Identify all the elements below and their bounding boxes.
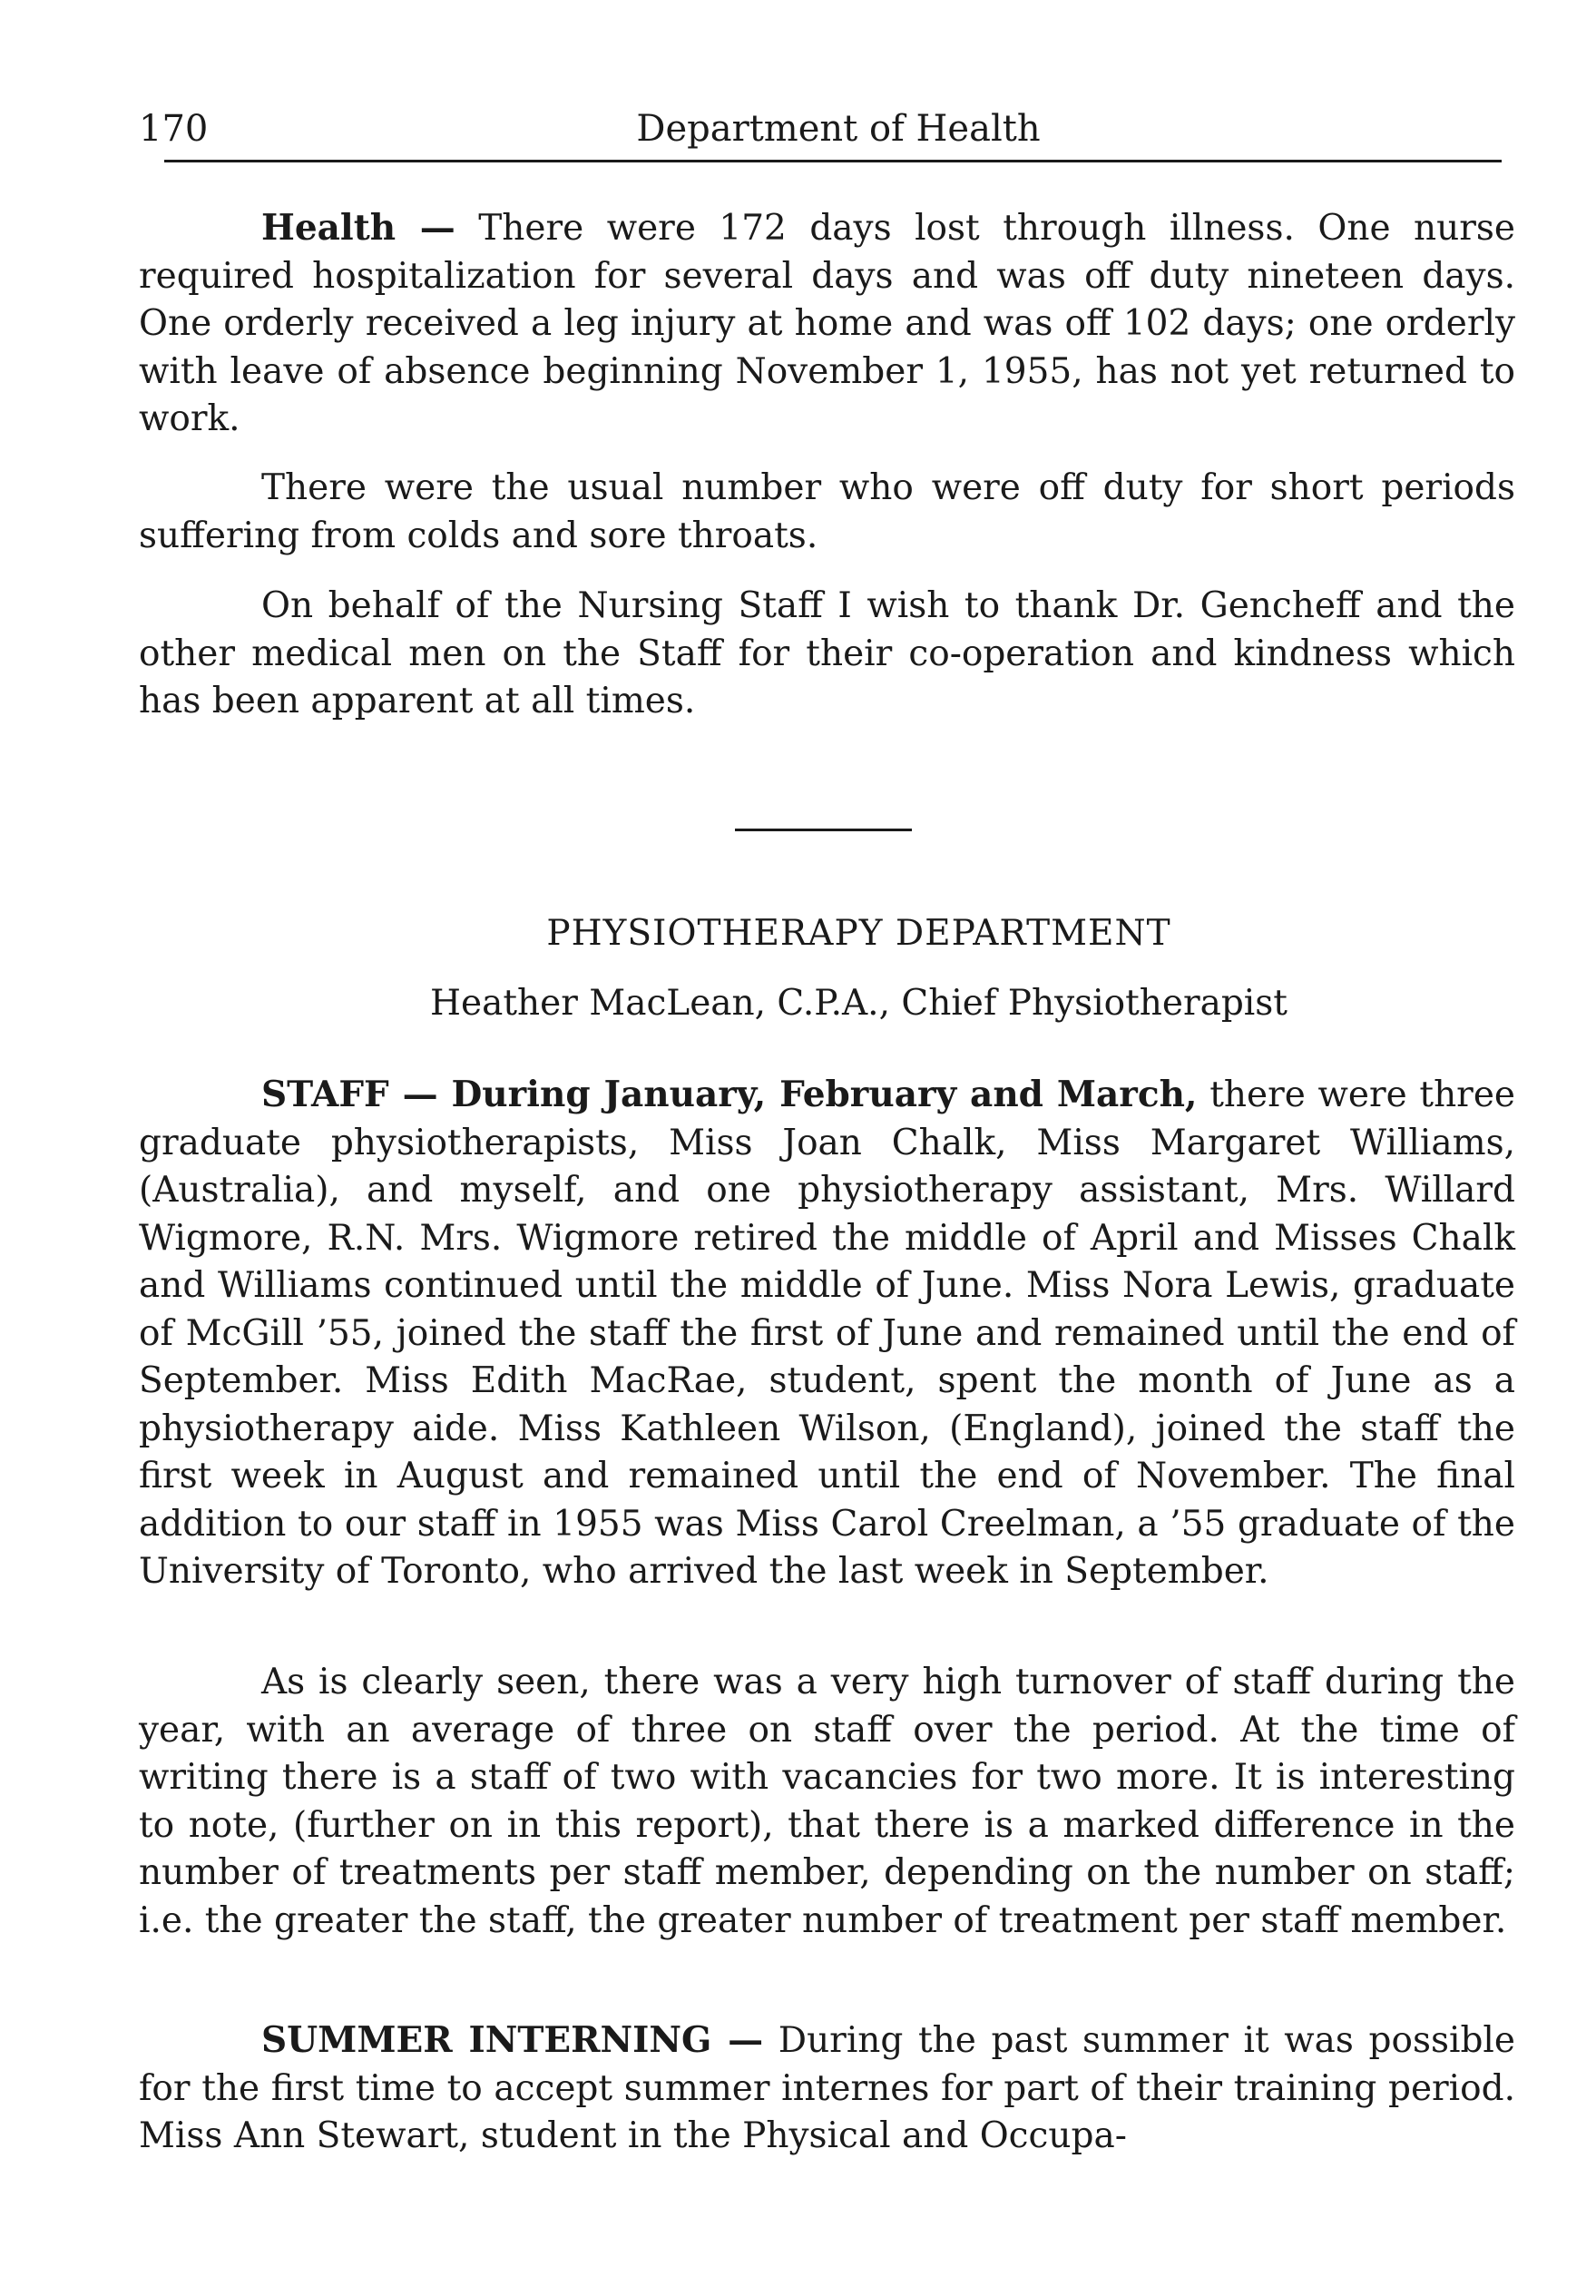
section-divider: [735, 829, 912, 831]
paragraph-summer-interning: [139, 2016, 1515, 2161]
paragraph-health: [139, 204, 1515, 444]
paragraph-text: During the past summer it was possible for the first time to accept summer internes for part of their training period. Miss Ann Stewart, student in the Physical and Occupa-: [139, 2020, 1515, 2156]
paragraph-text: There were the usual number who were off duty for short periods suffering from colds and sore throats.: [139, 467, 1515, 556]
paragraph-turnover: [139, 1659, 1515, 1945]
paragraph-text: On behalf of the Nursing Staff I wish to thank Dr. Gencheff and the other medical men on the Staff for their co-operation and kindness which has been apparent at all times.: [139, 585, 1515, 721]
running-title: Department of Health: [636, 108, 1041, 150]
paragraph-text: There were 172 days lost through illness. One nurse required hospitalization for several days and was off duty nineteen days. One orderly received a leg injury at home and was off 102 days; one orderly with leave of absence beginning November 1, 1955, has not yet returned to work.: [139, 208, 1515, 439]
paragraph-lead: SUMMER INTERNING —: [261, 2019, 764, 2061]
paragraph-staff: [139, 1071, 1515, 1596]
paragraph-text: there were three graduate physiotherapists, Miss Joan Chalk, Miss Margaret Williams, (Australia), and myself, and one physiotherapy assistant, Mrs. Willard Wigmore, R.N. Mrs. Wigmore retired the middle of April and Misses Chalk and Williams continued until the middle of June. Miss Nora Lewis, graduate of McGill ’55, joined the staff the first of June and remained until the end of September. Miss Edith MacRae, student, spent the month of June as a physiotherapy aide. Miss Kathleen Wilson, (England), joined the staff the first week in August and remained until the end of November. The final addition to our staff in 1955 was Miss Carol Creelman, a ’55 graduate of the University of Toronto, who arrived the last week in September.: [139, 1074, 1515, 1592]
paragraph-colds: [139, 465, 1515, 560]
paragraph-text: As is clearly seen, there was a very high turnover of staff during the year, with an average of three on staff over the period. At the time of writing there is a staff of two with vacancies for two more. It is interesting to note, (further on in this report), that there is a marked difference in the number of treatments per staff member, depending on the number on staff; i.e. the greater the staff, the greater number of treatment per staff member.: [139, 1662, 1515, 1941]
paragraph-lead: Health —: [261, 207, 455, 249]
page-header: [139, 102, 1502, 156]
paragraph-lead: STAFF — During January, February and March,: [261, 1074, 1198, 1115]
section-title: PHYSIOTHERAPY DEPARTMENT: [546, 913, 1171, 954]
header-rule: [164, 160, 1502, 162]
page-number: 170: [139, 108, 209, 150]
paragraph-thanks: [139, 583, 1515, 726]
section-subtitle: Heather MacLean, C.P.A., Chief Physiotherapist: [430, 983, 1288, 1024]
